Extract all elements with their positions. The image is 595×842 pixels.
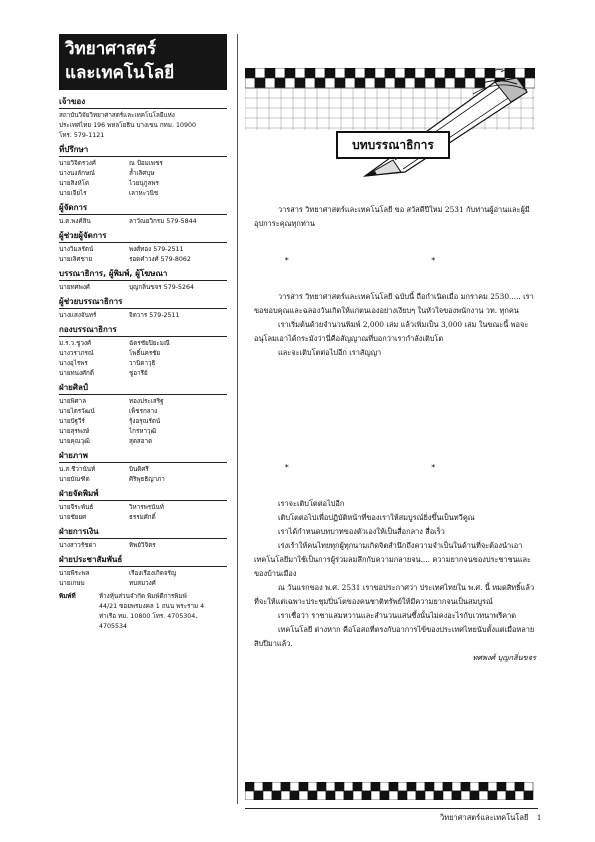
staff-name: นายคุณวุฒิ (59, 438, 90, 445)
editorial-block-2 (254, 290, 536, 360)
staff-surname: บุญกลิ่นขจร 579-5264 (129, 284, 195, 291)
assistant-editor-section (59, 296, 231, 321)
masthead-line-1: วิทยาศาสตร์ (65, 39, 157, 59)
section-heading: ที่ปรึกษา (59, 144, 227, 157)
owner-line: ประเทศไทย 196 พหลโยธิน บางเขน กทม. 10900 (59, 122, 196, 129)
printer-row (59, 592, 231, 602)
staff-surname: รุ้งอรุณรัตน์ (129, 418, 161, 425)
staff-row (59, 311, 231, 321)
staff-name: นายสิงห์โต (59, 180, 90, 187)
paragraph: ณ วันแรกของ พ.ศ. 2531 เราขอประกาศว่า ประเทศไทยใน พ.ศ. นี้ หมดสิทธิ์แล้วที่จะให้แต่เฉพาะประชุมปิ่นโตของคนชาติทรัพย์ให้มีความยากจนเป็นสมบูรณ์ (254, 583, 535, 606)
staff-surname: ศิริพุธธิญาภา (129, 476, 165, 483)
staff-name: นายจีระพันธ์ (59, 504, 94, 511)
staff-name: นายปัฐวีร์ (59, 418, 85, 425)
staff-name: นายเจียไร (59, 190, 87, 197)
staff-row (59, 179, 231, 189)
staff-name: นางวราภรณ์ (59, 350, 94, 357)
staff-name: นายพีระพล (59, 570, 90, 577)
staff-row (59, 397, 231, 407)
staff-name: ม.ร.ว.ชูวงศ์ (59, 340, 91, 347)
paragraph: เติบโตต่อไปเพื่อปฏิบัติหน้าที่ของเราให้สมบูรณ์ยิ่งขึ้นเป็นทวีคูณ (278, 513, 475, 522)
staff-surname: ทิพย์วิจิตร (129, 542, 156, 549)
section-heading: ฝ่ายการเงิน (59, 526, 227, 539)
owner-section (59, 96, 231, 141)
printer-label: พิมพ์ที่ (59, 593, 76, 600)
staff-surname: ไวยนุกูลพร (129, 180, 159, 187)
staff-surname: เลาหะวนิช (129, 190, 159, 197)
staff-name: นายเกษม (59, 580, 85, 587)
staff-row (59, 503, 231, 513)
section-heading: กองบรรณาธิการ (59, 324, 227, 337)
paragraph: วารสาร วิทยาศาสตร์และเทคโนโลยี ฉบับนี้ ถือกำเนิดเมื่อ มกราคม 2530..... เราขอขอบคุณและฉลองวันเกิดให้แก่ตนเองอย่างเงียบๆ ในหัวใจของพนักงาน วท. ทุกคน (254, 292, 534, 315)
staff-row (59, 475, 231, 485)
editorial-block-3 (254, 497, 536, 665)
signature: ทศพงศ์ บุญกลิ่นขจร (472, 653, 536, 662)
pencil-illustration (245, 68, 535, 180)
masthead-line-2: และเทคโนโลยี (65, 63, 175, 83)
staff-name: นายวิจิตรวงศ์ (59, 160, 96, 167)
staff-row (59, 217, 231, 227)
owner-line: สถาบันวิจัยวิทยาศาสตร์และเทคโนโลยีแห่ง (59, 112, 175, 119)
staff-row (59, 189, 231, 199)
staff-surname: ฉัตรชัยปิยะมณี (129, 340, 170, 347)
staff-row (59, 369, 231, 379)
staff-row (59, 417, 231, 427)
finance-section (59, 526, 231, 551)
staff-row (59, 427, 231, 437)
staff-surname: วิหารพรนันท์ (129, 504, 164, 511)
staff-row (59, 349, 231, 359)
staff-row (59, 339, 231, 349)
staff-surname: เรืองเรืองเกิดจรัญ (129, 570, 177, 577)
staff-name: น.ต.พงศ์สิน (59, 218, 91, 225)
staff-name: นายไตรวัฒน์ (59, 408, 95, 415)
staff-row (59, 465, 231, 475)
page-number: 1 (536, 813, 542, 822)
printer-line: 4705534 (99, 623, 128, 630)
section-heading: ฝ่ายศิลป์ (59, 382, 227, 395)
printer-line: ท่าเรือ ทม. 10800 โทร. 4705304, (99, 613, 198, 620)
staff-name: นายเลิศชาย (59, 256, 93, 263)
staff-surname: ล้ำเลิศบุษ (129, 170, 155, 177)
footer-rule (245, 808, 538, 809)
staff-name: นางอุไรพร (59, 360, 88, 367)
staff-row (59, 169, 231, 179)
staff-sidebar (59, 96, 231, 635)
separator-stars: * * (284, 463, 506, 472)
staff-row (59, 407, 231, 417)
staff-surname: เพ็ชรกลาง (129, 408, 158, 415)
deputy-section (59, 230, 231, 265)
advisors-section (59, 144, 231, 199)
staff-surname: ชูอารีย์ (129, 370, 148, 377)
staff-name: นางวิมลรัตน์ (59, 246, 94, 253)
staff-row (59, 359, 231, 369)
staff-name: นายทนงศักดิ์ (59, 370, 94, 377)
staff-row (59, 255, 231, 265)
staff-surname: โพธิ์นครชัย (129, 350, 161, 357)
section-heading: ฝ่ายประชาสัมพันธ์ (59, 554, 227, 567)
photo-section (59, 450, 231, 485)
chief-editor-section (59, 268, 231, 293)
paragraph: และจะเติบโตต่อไปอีก เราสัญญา (278, 348, 382, 357)
staff-surname: ไกรหาวุฒิ (129, 428, 157, 435)
print-section (59, 488, 231, 523)
owner-line: โทร. 579-1121 (59, 132, 105, 139)
staff-name: น.ส.ชีวานันท์ (59, 466, 96, 473)
staff-row (59, 159, 231, 169)
staff-surname: ลาวัณยวิกรม 579-5844 (129, 218, 197, 225)
manager-section (59, 202, 231, 227)
pr-section (59, 554, 231, 589)
staff-surname: ทองประเสริฐ (129, 398, 164, 405)
editorial-board-section (59, 324, 231, 379)
column-divider (237, 34, 238, 804)
editorial-title: บทบรรณาธิการ (352, 137, 434, 152)
editorial-p1 (254, 203, 536, 231)
printer-line: 44/21 ซอยพรมงคล 1 ถนน พระราม 4 (99, 603, 205, 610)
editorial-title-box (336, 131, 450, 159)
staff-surname: รอดคำวงศ์ 579-8062 (129, 256, 191, 263)
section-heading: บรรณาธิการ, ผู้พิมพ์, ผู้โฆษณา (59, 268, 227, 281)
paragraph: เร่งเร้าให้คนไทยทุกผู้ทุกนามเกิดจิตสำนึกถึงความจำเป็นในด้านที่จะต้องนำเอาเทคโนโลยีมาใช้เป็นการผู้ร่วมลมลึกกับความกลายจน.... ความยากจนของประชาชนและของบ้านเมือง (254, 541, 532, 578)
checker-band-bottom (245, 782, 535, 800)
paragraph: เทคโนโลยี ต่างหาก คือโอสถที่ตรงกับอาการไข้ของประเทศไทยนับตั้งแต่เมื่อหลายสิบปีมาแล้ว. (254, 625, 535, 648)
staff-surname: ทบสมวงศ์ (129, 580, 156, 587)
art-section (59, 382, 231, 447)
staff-name: นายชัยยศ (59, 514, 87, 521)
section-heading: เจ้าของ (59, 96, 227, 109)
section-heading: ฝ่ายจัดพิมพ์ (59, 488, 227, 501)
staff-surname: สุดสอาด (129, 438, 153, 445)
staff-name: นางสาวรัชดา (59, 542, 97, 549)
staff-name: นายสุรพงษ์ (59, 428, 90, 435)
staff-name: นางนงลักษณ์ (59, 170, 95, 177)
staff-name: นางแสงจันทร์ (59, 312, 97, 319)
staff-row (59, 579, 231, 589)
printer-section (59, 592, 231, 632)
staff-name: นายพิศาล (59, 398, 87, 405)
staff-surname: จิตวาร 579-2511 (129, 312, 180, 319)
staff-row (59, 283, 231, 293)
staff-surname: ณ ป้อมเพชร (129, 160, 163, 167)
footer (440, 812, 542, 824)
paragraph: วารสาร วิทยาศาสตร์และเทคโนโลยี ขอ สวัสดีปีใหม่ 2531 กับท่านผู้อ่านและผู้มีอุปการะคุณทุกท่าน (254, 205, 530, 228)
staff-row (59, 437, 231, 447)
staff-row (59, 569, 231, 579)
staff-name: นายทศพงศ์ (59, 284, 90, 291)
section-heading: ผู้ช่วยผู้จัดการ (59, 230, 227, 243)
staff-surname: พงศ์ทอง 579-2511 (129, 246, 184, 253)
section-heading: ผู้ช่วยบรรณาธิการ (59, 296, 227, 309)
staff-surname: ธรรมศักดิ์ (129, 514, 156, 521)
separator-stars: * * (284, 256, 506, 265)
staff-row (59, 541, 231, 551)
paragraph: เราได้กำหนดบทบาทของตัวเองให้เป็นสื่อกลาง สื่อเร็ว (278, 527, 445, 536)
paragraph: เราจะเติบโตต่อไปอีก (278, 499, 345, 508)
staff-surname: วานิตาวุธิ (129, 360, 156, 367)
staff-row (59, 513, 231, 523)
staff-name: นายบัณฑิต (59, 476, 90, 483)
printer-line: ห้างหุ้นส่วนจำกัด พิมพ์ดีการพิมพ์ (99, 593, 187, 600)
paragraph: เราเชื่อว่า ราชาแสมหวานและสำนวนแสนซึ้งนั้นไม่คงอะไรกับเวทนาพรีคาด (278, 611, 517, 620)
paragraph: เราเริ่มต้นด้วยจำนวนพิมพ์ 2,000 เล่ม แล้วเพิ่มเป็น 3,000 เล่ม ในขณะนี้ พอจะอนุโลมเอาได้กระมังว่านี่คือสัญญาณที่บอกว่าเรากำลังเติบโต (254, 320, 529, 343)
section-heading: ผู้จัดการ (59, 202, 227, 215)
staff-surname: บินดิศรี (129, 466, 149, 473)
footer-title: วิทยาศาสตร์และเทคโนโลยี (440, 813, 529, 822)
section-heading: ฝ่ายภาพ (59, 450, 227, 463)
staff-row (59, 245, 231, 255)
masthead-logo (59, 34, 227, 90)
